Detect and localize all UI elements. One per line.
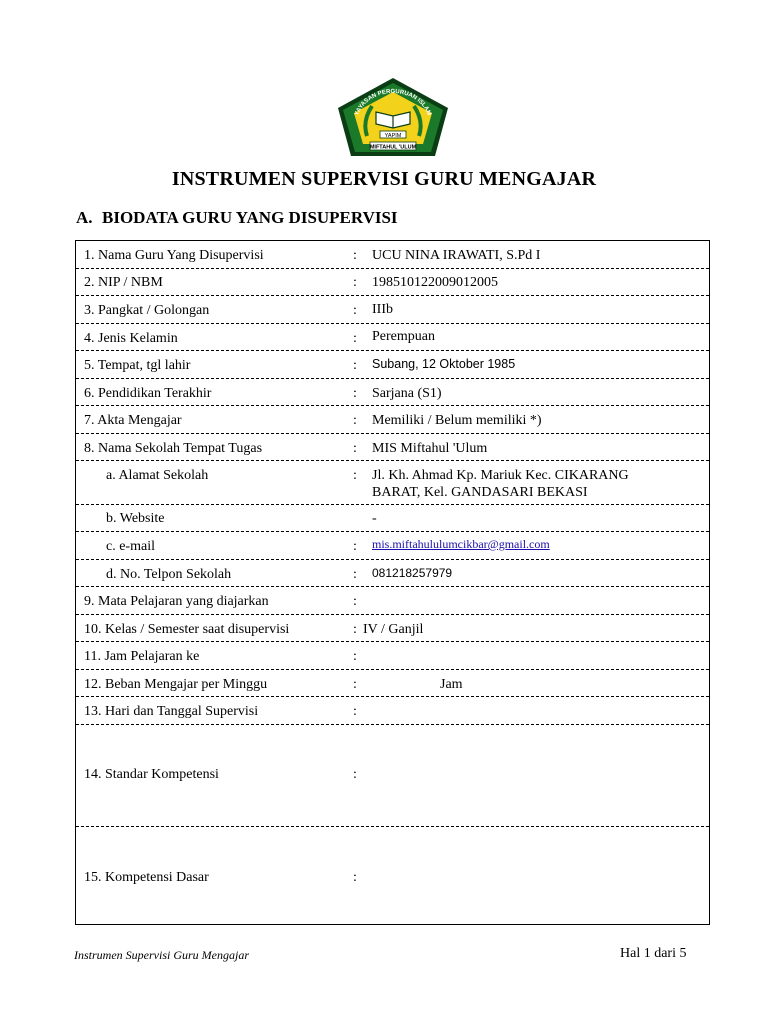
teacher-name-value: UCU NINA IRAWATI, S.Pd I: [372, 248, 541, 263]
row-label: 9. Mata Pelajaran yang diajarkan: [84, 594, 269, 609]
row-label: 6. Pendidikan Terakhir: [84, 386, 212, 401]
table-row: [76, 697, 709, 725]
class-semester-value: IV / Ganjil: [363, 622, 424, 637]
table-row: [76, 670, 709, 697]
row-label: 10. Kelas / Semester saat disupervisi: [84, 622, 290, 637]
row-colon: :: [353, 567, 357, 582]
teaching-cert-value: Memiliki / Belum memiliki *): [372, 413, 542, 428]
section-title: BIODATA GURU YANG DISUPERVISI: [102, 208, 398, 227]
row-label: a. Alamat Sekolah: [106, 468, 209, 483]
row-label: 8. Nama Sekolah Tempat Tugas: [84, 441, 263, 456]
table-row: [76, 241, 709, 269]
table-row: [76, 406, 709, 434]
logo-banner-text: YAPIM: [384, 133, 402, 139]
row-colon: :: [353, 767, 357, 782]
table-row: [76, 461, 709, 505]
table-row: [76, 587, 709, 615]
row-label: c. e-mail: [106, 539, 155, 554]
table-row: [76, 351, 709, 379]
row-colon: :: [353, 704, 357, 719]
table-row: [76, 269, 709, 296]
biodata-table: [75, 240, 710, 925]
table-row: [76, 615, 709, 642]
phone-value: 081218257979: [372, 566, 453, 580]
row-label: 3. Pangkat / Golongan: [84, 303, 210, 318]
birth-value: Subang, 12 Oktober 1985: [372, 357, 516, 371]
row-label: d. No. Telpon Sekolah: [106, 567, 232, 582]
yapim-logo: [334, 76, 452, 158]
row-label: 1. Nama Guru Yang Disupervisi: [84, 248, 264, 263]
rank-value: IIIb: [372, 302, 393, 317]
row-label: 13. Hari dan Tanggal Supervisi: [84, 704, 259, 719]
gender-value: Perempuan: [372, 329, 435, 344]
row-colon: :: [353, 303, 357, 318]
row-colon: :: [353, 386, 357, 401]
school-address-value: Jl. Kh. Ahmad Kp. Mariuk Kec. CIKARANG BARAT, Kel. GANDASARI BEKASI: [372, 468, 629, 500]
row-colon: :: [353, 677, 357, 692]
table-row: [76, 434, 709, 461]
row-colon: :: [353, 539, 357, 554]
section-heading: [76, 208, 398, 228]
row-colon: :: [353, 331, 357, 346]
school-name-value: MIS Miftahul 'Ulum: [372, 441, 488, 456]
table-row: [76, 725, 709, 827]
table-row: [76, 505, 709, 532]
row-label: 7. Akta Mengajar: [84, 413, 182, 428]
row-label: b. Website: [106, 511, 165, 526]
website-value: -: [372, 511, 377, 526]
weekly-load-unit: Jam: [440, 677, 463, 692]
row-label: 5. Tempat, tgl lahir: [84, 358, 191, 373]
row-colon: :: [353, 413, 357, 428]
table-row: [76, 642, 709, 670]
row-colon: :: [353, 622, 357, 637]
row-colon: :: [353, 870, 357, 885]
row-colon: :: [353, 649, 357, 664]
row-label: 4. Jenis Kelamin: [84, 331, 178, 346]
table-row: [76, 379, 709, 406]
row-label: 2. NIP / NBM: [84, 275, 163, 290]
email-link[interactable]: mis.miftahululumcikbar@gmail.com: [372, 537, 550, 551]
table-row: [76, 296, 709, 324]
nip-value: 198510122009012005: [372, 275, 498, 290]
table-row: [76, 827, 709, 924]
footer-document-name: Instrumen Supervisi Guru Mengajar: [74, 948, 249, 962]
row-label: 11. Jam Pelajaran ke: [84, 649, 200, 664]
row-label: 15. Kompetensi Dasar: [84, 870, 209, 885]
row-colon: :: [353, 275, 357, 290]
logo-bottom-text: MIFTAHUL 'ULUM: [369, 144, 417, 151]
table-row: [76, 532, 709, 560]
table-row: [76, 324, 709, 351]
education-value: Sarjana (S1): [372, 386, 442, 401]
row-label: 14. Standar Kompetensi: [84, 767, 219, 782]
row-colon: :: [353, 358, 357, 373]
document-title: INSTRUMEN SUPERVISI GURU MENGAJAR: [171, 168, 597, 190]
logo-arc-text: YAYASAN PERGURUAN ISLAM: [354, 89, 432, 117]
row-colon: :: [353, 594, 357, 609]
row-colon: :: [353, 468, 357, 483]
page-number: Hal 1 dari 5: [620, 946, 687, 961]
row-label: 12. Beban Mengajar per Minggu: [84, 677, 268, 692]
row-colon: :: [353, 441, 357, 456]
row-colon: :: [353, 248, 357, 263]
table-row: [76, 560, 709, 587]
section-number: A.: [76, 208, 93, 227]
